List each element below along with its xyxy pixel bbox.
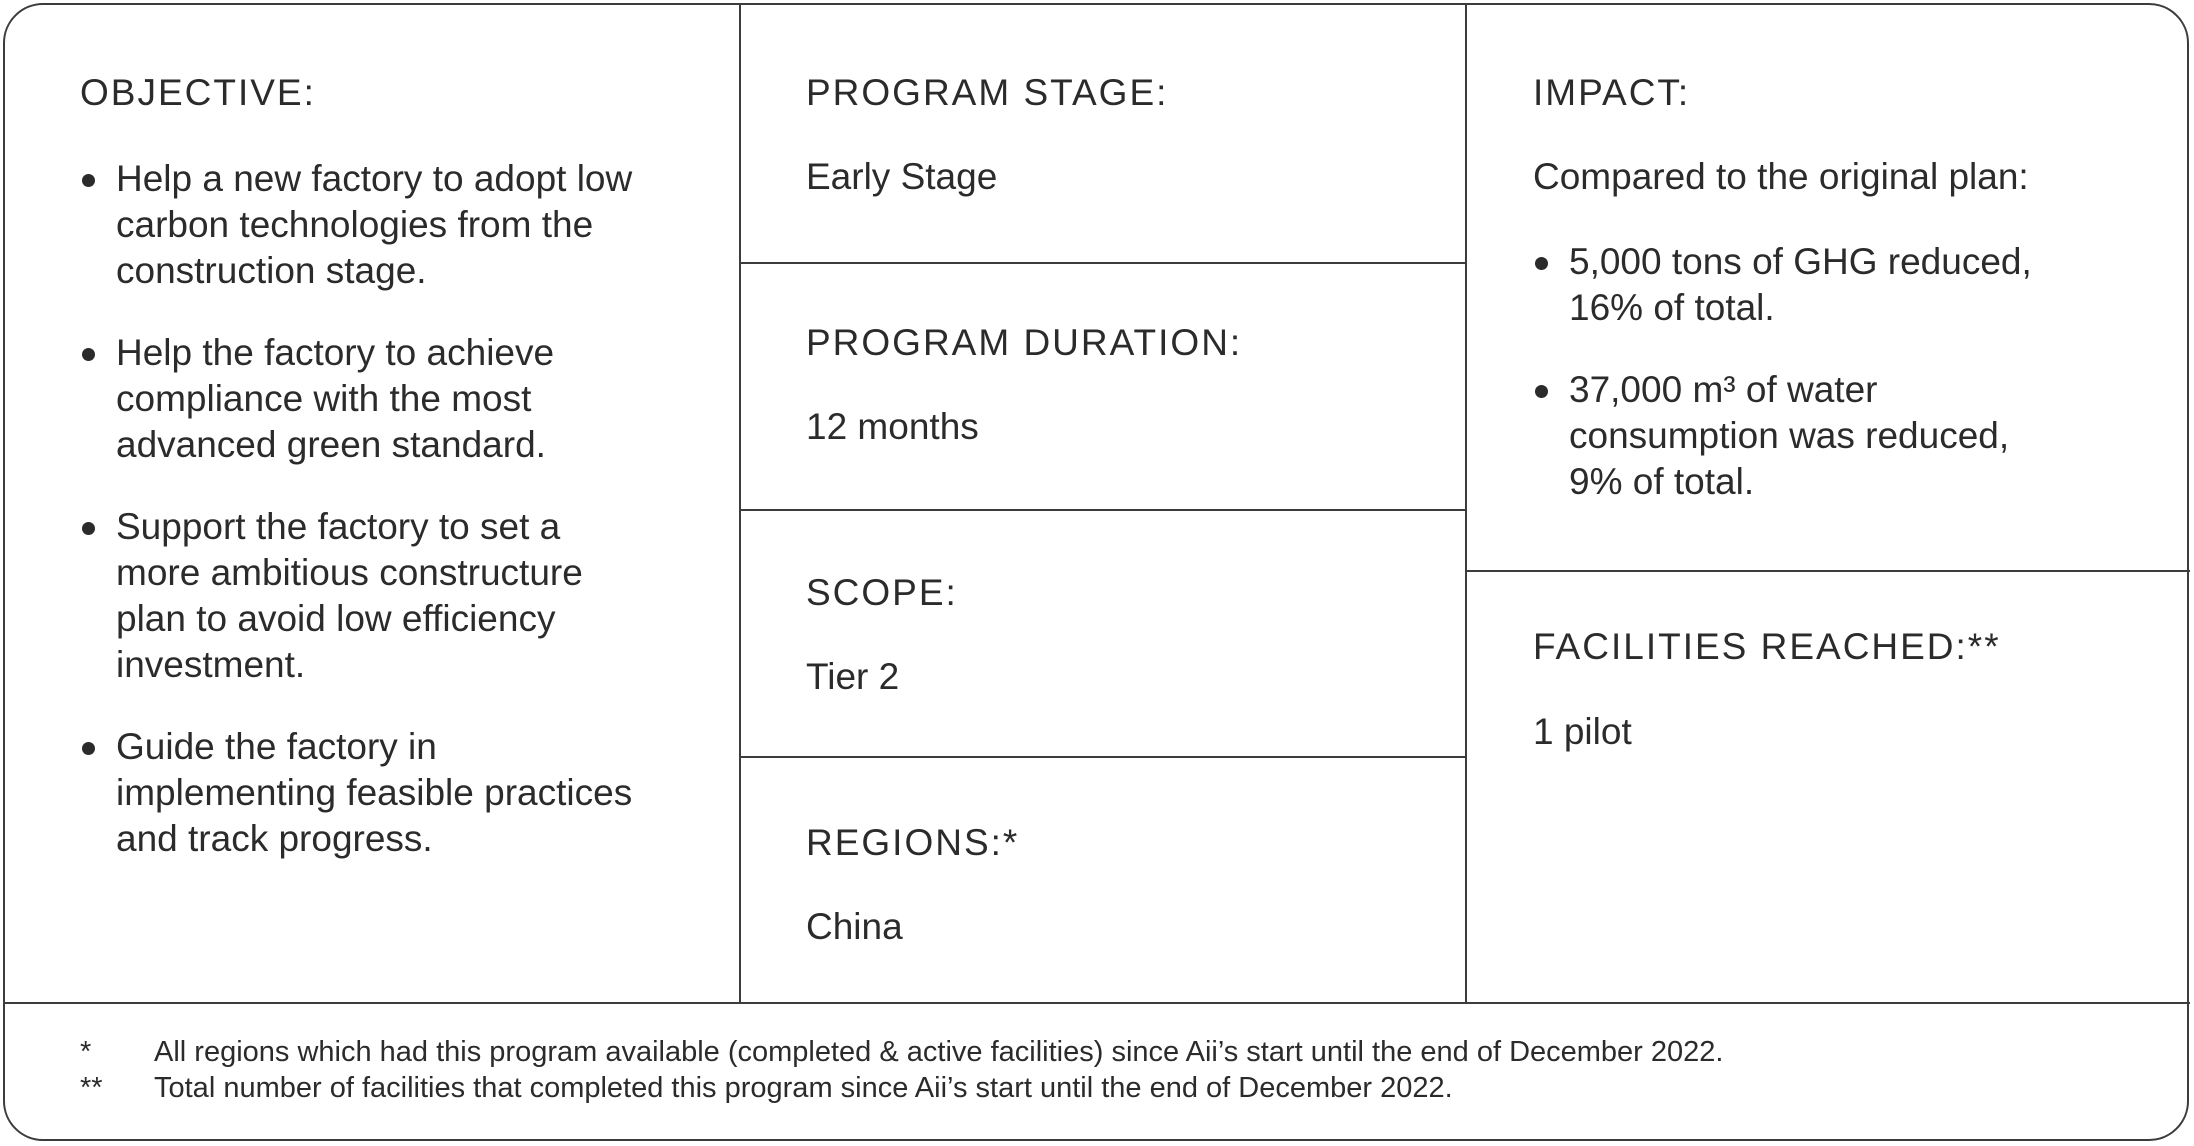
objective-item: Support the factory to set a more ambitious constructure plan to avoid low efficiency investment.	[80, 504, 720, 688]
right-divider	[1466, 570, 2190, 572]
facilities-reached-label: FACILITIES REACHED:**	[1533, 626, 2001, 667]
objective-item: Help a new factory to adopt low carbon technologies from the construction stage.	[80, 156, 720, 294]
footer-divider	[4, 1002, 2190, 1004]
footnote	[80, 1036, 2140, 1070]
footnote-text: Total number of facilities that completed this program since Aii’s start until the end of December 2022.	[154, 1072, 1453, 1104]
footnote	[80, 1072, 2140, 1106]
footnote-mark: *	[80, 1036, 92, 1068]
footnote-mark: **	[80, 1072, 103, 1104]
program-duration-value: 12 months	[806, 406, 979, 447]
regions-label: REGIONS:*	[806, 822, 1020, 863]
column-divider-1	[739, 4, 741, 1003]
program-stage-value: Early Stage	[806, 156, 998, 197]
footnote-text: All regions which had this program available (completed & active facilities) since Aii’s start until the end of December 2022.	[154, 1036, 1724, 1068]
objective-label: OBJECTIVE:	[80, 72, 316, 113]
impact-label: IMPACT:	[1533, 72, 1691, 113]
program-stage-label: PROGRAM STAGE:	[806, 72, 1169, 113]
objective-list	[80, 156, 720, 898]
facilities-reached-value: 1 pilot	[1533, 711, 1632, 752]
impact-item: 37,000 m³ of water consumption was reduced, 9% of total.	[1533, 367, 2153, 505]
scope-label: SCOPE:	[806, 572, 958, 613]
impact-list	[1533, 239, 2153, 541]
column-divider-2	[1465, 4, 1467, 1003]
regions-value: China	[806, 906, 903, 947]
middle-divider-2	[740, 509, 1466, 511]
middle-divider-3	[740, 756, 1466, 758]
scope-value: Tier 2	[806, 656, 900, 697]
impact-item: 5,000 tons of GHG reduced, 16% of total.	[1533, 239, 2153, 331]
objective-item: Guide the factory in implementing feasible practices and track progress.	[80, 724, 720, 862]
objective-item: Help the factory to achieve compliance with the most advanced green standard.	[80, 330, 720, 468]
program-duration-label: PROGRAM DURATION:	[806, 322, 1243, 363]
middle-divider-1	[740, 262, 1466, 264]
impact-intro: Compared to the original plan:	[1533, 156, 2029, 197]
